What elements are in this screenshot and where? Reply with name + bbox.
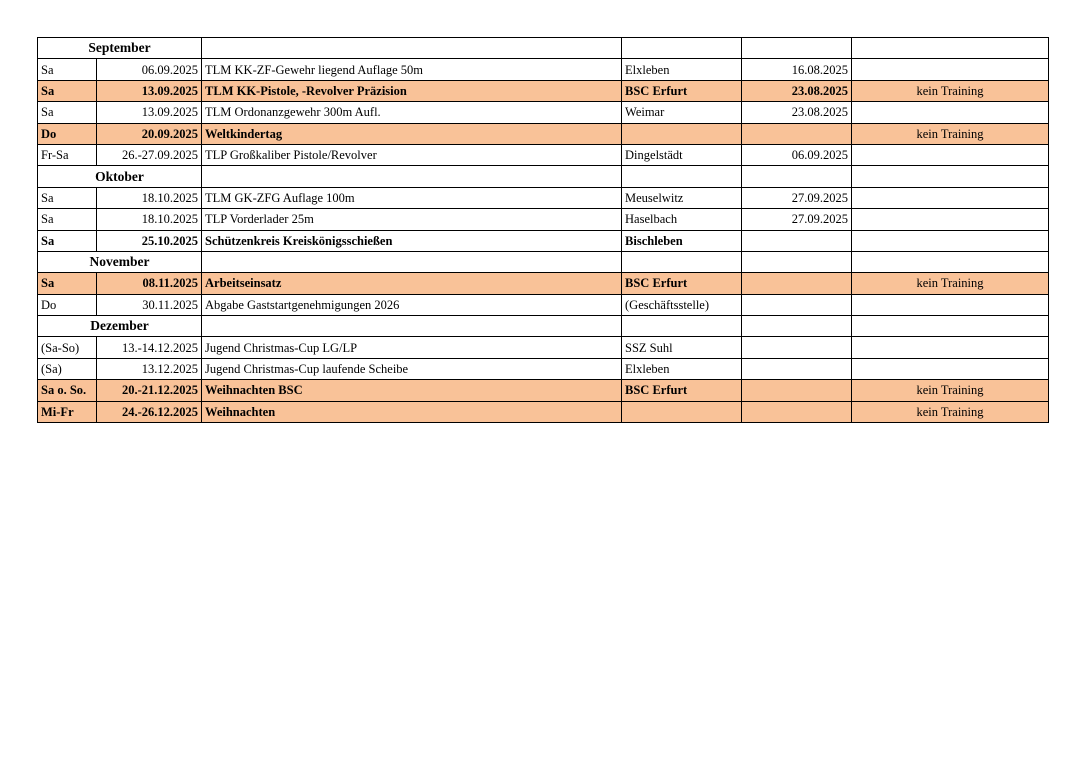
table-row [38,102,1049,123]
event-cell: TLP Großkaliber Pistole/Revolver [202,144,622,165]
deadline-cell [742,166,852,187]
note-cell: kein Training [852,123,1049,144]
place-cell: BSC Erfurt [622,273,742,294]
note-cell [852,337,1049,358]
note-cell [852,59,1049,80]
place-cell: Elxleben [622,358,742,379]
deadline-cell [742,123,852,144]
date-cell: 20.-21.12.2025 [97,380,202,401]
place-cell [622,38,742,59]
table-row [38,230,1049,251]
deadline-cell [742,316,852,337]
table-row [38,380,1049,401]
table-row [38,401,1049,422]
day-cell: Sa [38,102,97,123]
place-cell [622,166,742,187]
deadline-cell [742,358,852,379]
note-cell: kein Training [852,380,1049,401]
event-cell [202,166,622,187]
day-cell: Fr-Sa [38,144,97,165]
note-cell: kein Training [852,80,1049,101]
note-cell [852,38,1049,59]
day-cell: Sa [38,59,97,80]
month-header-row [38,38,1049,59]
day-cell: Sa [38,80,97,101]
place-cell: Haselbach [622,209,742,230]
place-cell [622,401,742,422]
month-header-row [38,166,1049,187]
event-cell [202,38,622,59]
event-cell: TLM KK-ZF-Gewehr liegend Auflage 50m [202,59,622,80]
place-cell: Dingelstädt [622,144,742,165]
note-cell [852,230,1049,251]
place-cell: SSZ Suhl [622,337,742,358]
month-header: Dezember [38,316,202,337]
deadline-cell: 27.09.2025 [742,209,852,230]
date-cell: 30.11.2025 [97,294,202,315]
day-cell: Do [38,123,97,144]
day-cell: Sa [38,273,97,294]
event-cell: Abgabe Gaststartgenehmigungen 2026 [202,294,622,315]
day-cell: Sa [38,230,97,251]
day-cell: Do [38,294,97,315]
note-cell [852,166,1049,187]
place-cell [622,123,742,144]
table-row [38,358,1049,379]
date-cell: 24.-26.12.2025 [97,401,202,422]
table-row [38,294,1049,315]
deadline-cell [742,38,852,59]
place-cell: Bischleben [622,230,742,251]
note-cell [852,358,1049,379]
place-cell [622,251,742,272]
note-cell [852,209,1049,230]
table-row [38,187,1049,208]
table-row [38,59,1049,80]
place-cell: BSC Erfurt [622,80,742,101]
deadline-cell [742,294,852,315]
deadline-cell [742,230,852,251]
day-cell: Mi-Fr [38,401,97,422]
deadline-cell [742,337,852,358]
event-cell: Weihnachten [202,401,622,422]
place-cell [622,316,742,337]
note-cell [852,294,1049,315]
deadline-cell: 23.08.2025 [742,102,852,123]
table-row [38,80,1049,101]
deadline-cell [742,380,852,401]
place-cell: Elxleben [622,59,742,80]
month-header: November [38,251,202,272]
event-cell: Schützenkreis Kreiskönigsschießen [202,230,622,251]
note-cell: kein Training [852,273,1049,294]
date-cell: 13.-14.12.2025 [97,337,202,358]
date-cell: 25.10.2025 [97,230,202,251]
day-cell: Sa [38,209,97,230]
date-cell: 26.-27.09.2025 [97,144,202,165]
date-cell: 18.10.2025 [97,209,202,230]
date-cell: 20.09.2025 [97,123,202,144]
event-cell: TLP Vorderlader 25m [202,209,622,230]
deadline-cell: 16.08.2025 [742,59,852,80]
table-row [38,337,1049,358]
table-row [38,273,1049,294]
event-cell: Jugend Christmas-Cup laufende Scheibe [202,358,622,379]
note-cell [852,316,1049,337]
deadline-cell: 23.08.2025 [742,80,852,101]
month-header-row [38,251,1049,272]
date-cell: 13.12.2025 [97,358,202,379]
date-cell: 18.10.2025 [97,187,202,208]
event-cell: TLM Ordonanzgewehr 300m Aufl. [202,102,622,123]
deadline-cell [742,401,852,422]
place-cell: Weimar [622,102,742,123]
event-cell: TLM GK-ZFG Auflage 100m [202,187,622,208]
table-row [38,144,1049,165]
deadline-cell [742,273,852,294]
day-cell: Sa o. So. [38,380,97,401]
day-cell: (Sa-So) [38,337,97,358]
deadline-cell [742,251,852,272]
date-cell: 13.09.2025 [97,102,202,123]
month-header: September [38,38,202,59]
table-row [38,123,1049,144]
event-cell: TLM KK-Pistole, -Revolver Präzision [202,80,622,101]
event-cell [202,316,622,337]
date-cell: 13.09.2025 [97,80,202,101]
note-cell: kein Training [852,401,1049,422]
deadline-cell: 06.09.2025 [742,144,852,165]
place-cell: (Geschäftsstelle) [622,294,742,315]
note-cell [852,102,1049,123]
place-cell: BSC Erfurt [622,380,742,401]
month-header: Oktober [38,166,202,187]
month-header-row [38,316,1049,337]
table-row [38,209,1049,230]
event-cell: Jugend Christmas-Cup LG/LP [202,337,622,358]
event-cell [202,251,622,272]
day-cell: Sa [38,187,97,208]
note-cell [852,251,1049,272]
schedule-body [38,38,1049,423]
date-cell: 08.11.2025 [97,273,202,294]
place-cell: Meuselwitz [622,187,742,208]
event-cell: Weltkindertag [202,123,622,144]
event-cell: Weihnachten BSC [202,380,622,401]
note-cell [852,144,1049,165]
event-schedule-table [37,37,1049,423]
note-cell [852,187,1049,208]
deadline-cell: 27.09.2025 [742,187,852,208]
date-cell: 06.09.2025 [97,59,202,80]
day-cell: (Sa) [38,358,97,379]
event-cell: Arbeitseinsatz [202,273,622,294]
